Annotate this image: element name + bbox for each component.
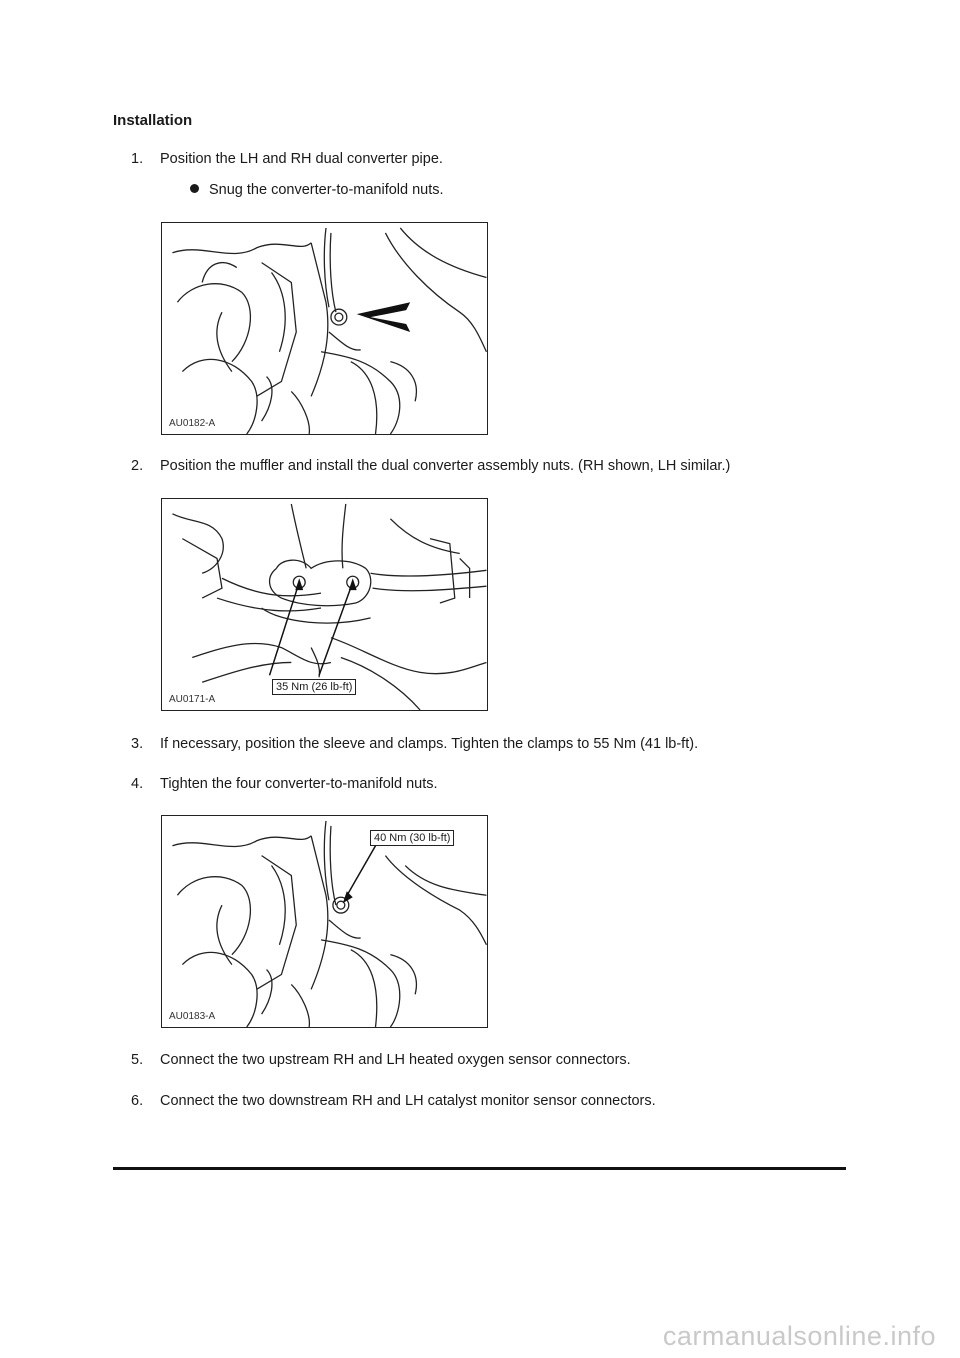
step-text: Tighten the four converter-to-manifold nuts. bbox=[160, 776, 438, 792]
torque-callout: 40 Nm (30 lb-ft) bbox=[370, 830, 454, 846]
step-5 bbox=[131, 1052, 631, 1068]
figure-au0171 bbox=[161, 498, 488, 711]
exhaust-illustration-3 bbox=[162, 816, 487, 1027]
step-text: Connect the two upstream RH and LH heated oxygen sensor connectors. bbox=[160, 1052, 631, 1068]
step-number: 1. bbox=[131, 151, 144, 167]
figure-au0182 bbox=[161, 222, 488, 435]
step-6 bbox=[131, 1093, 656, 1109]
step-number: 5. bbox=[131, 1052, 144, 1068]
footer-divider bbox=[113, 1167, 846, 1170]
step-3 bbox=[131, 736, 698, 752]
figure-code: AU0183-A bbox=[169, 1011, 216, 1022]
step-4 bbox=[131, 776, 438, 792]
step-1 bbox=[131, 151, 443, 167]
figure-au0183 bbox=[161, 815, 488, 1028]
step-number: 4. bbox=[131, 776, 144, 792]
step-text: Position the muffler and install the dual converter assembly nuts. (RH shown, LH similar.) bbox=[160, 458, 731, 474]
bullet-dot-icon bbox=[190, 184, 199, 193]
step-2 bbox=[131, 458, 730, 474]
step-number: 3. bbox=[131, 736, 144, 752]
bullet-text: Snug the converter-to-manifold nuts. bbox=[209, 182, 444, 198]
watermark: carmanualsonline.info bbox=[662, 1321, 936, 1351]
step-text: If necessary, position the sleeve and clamps. Tighten the clamps to 55 Nm (41 lb-ft). bbox=[160, 736, 699, 752]
figure-code: AU0182-A bbox=[169, 418, 216, 429]
torque-callout: 35 Nm (26 lb-ft) bbox=[272, 679, 356, 695]
step-number: 2. bbox=[131, 458, 144, 474]
step-text: Position the LH and RH dual converter pipe. bbox=[160, 151, 443, 167]
figure-code: AU0171-A bbox=[169, 694, 216, 705]
step-text: Connect the two downstream RH and LH catalyst monitor sensor connectors. bbox=[160, 1093, 656, 1109]
step-number: 6. bbox=[131, 1093, 144, 1109]
section-heading: Installation bbox=[113, 112, 193, 129]
bullet-item bbox=[190, 182, 444, 198]
exhaust-illustration-1 bbox=[162, 223, 487, 434]
